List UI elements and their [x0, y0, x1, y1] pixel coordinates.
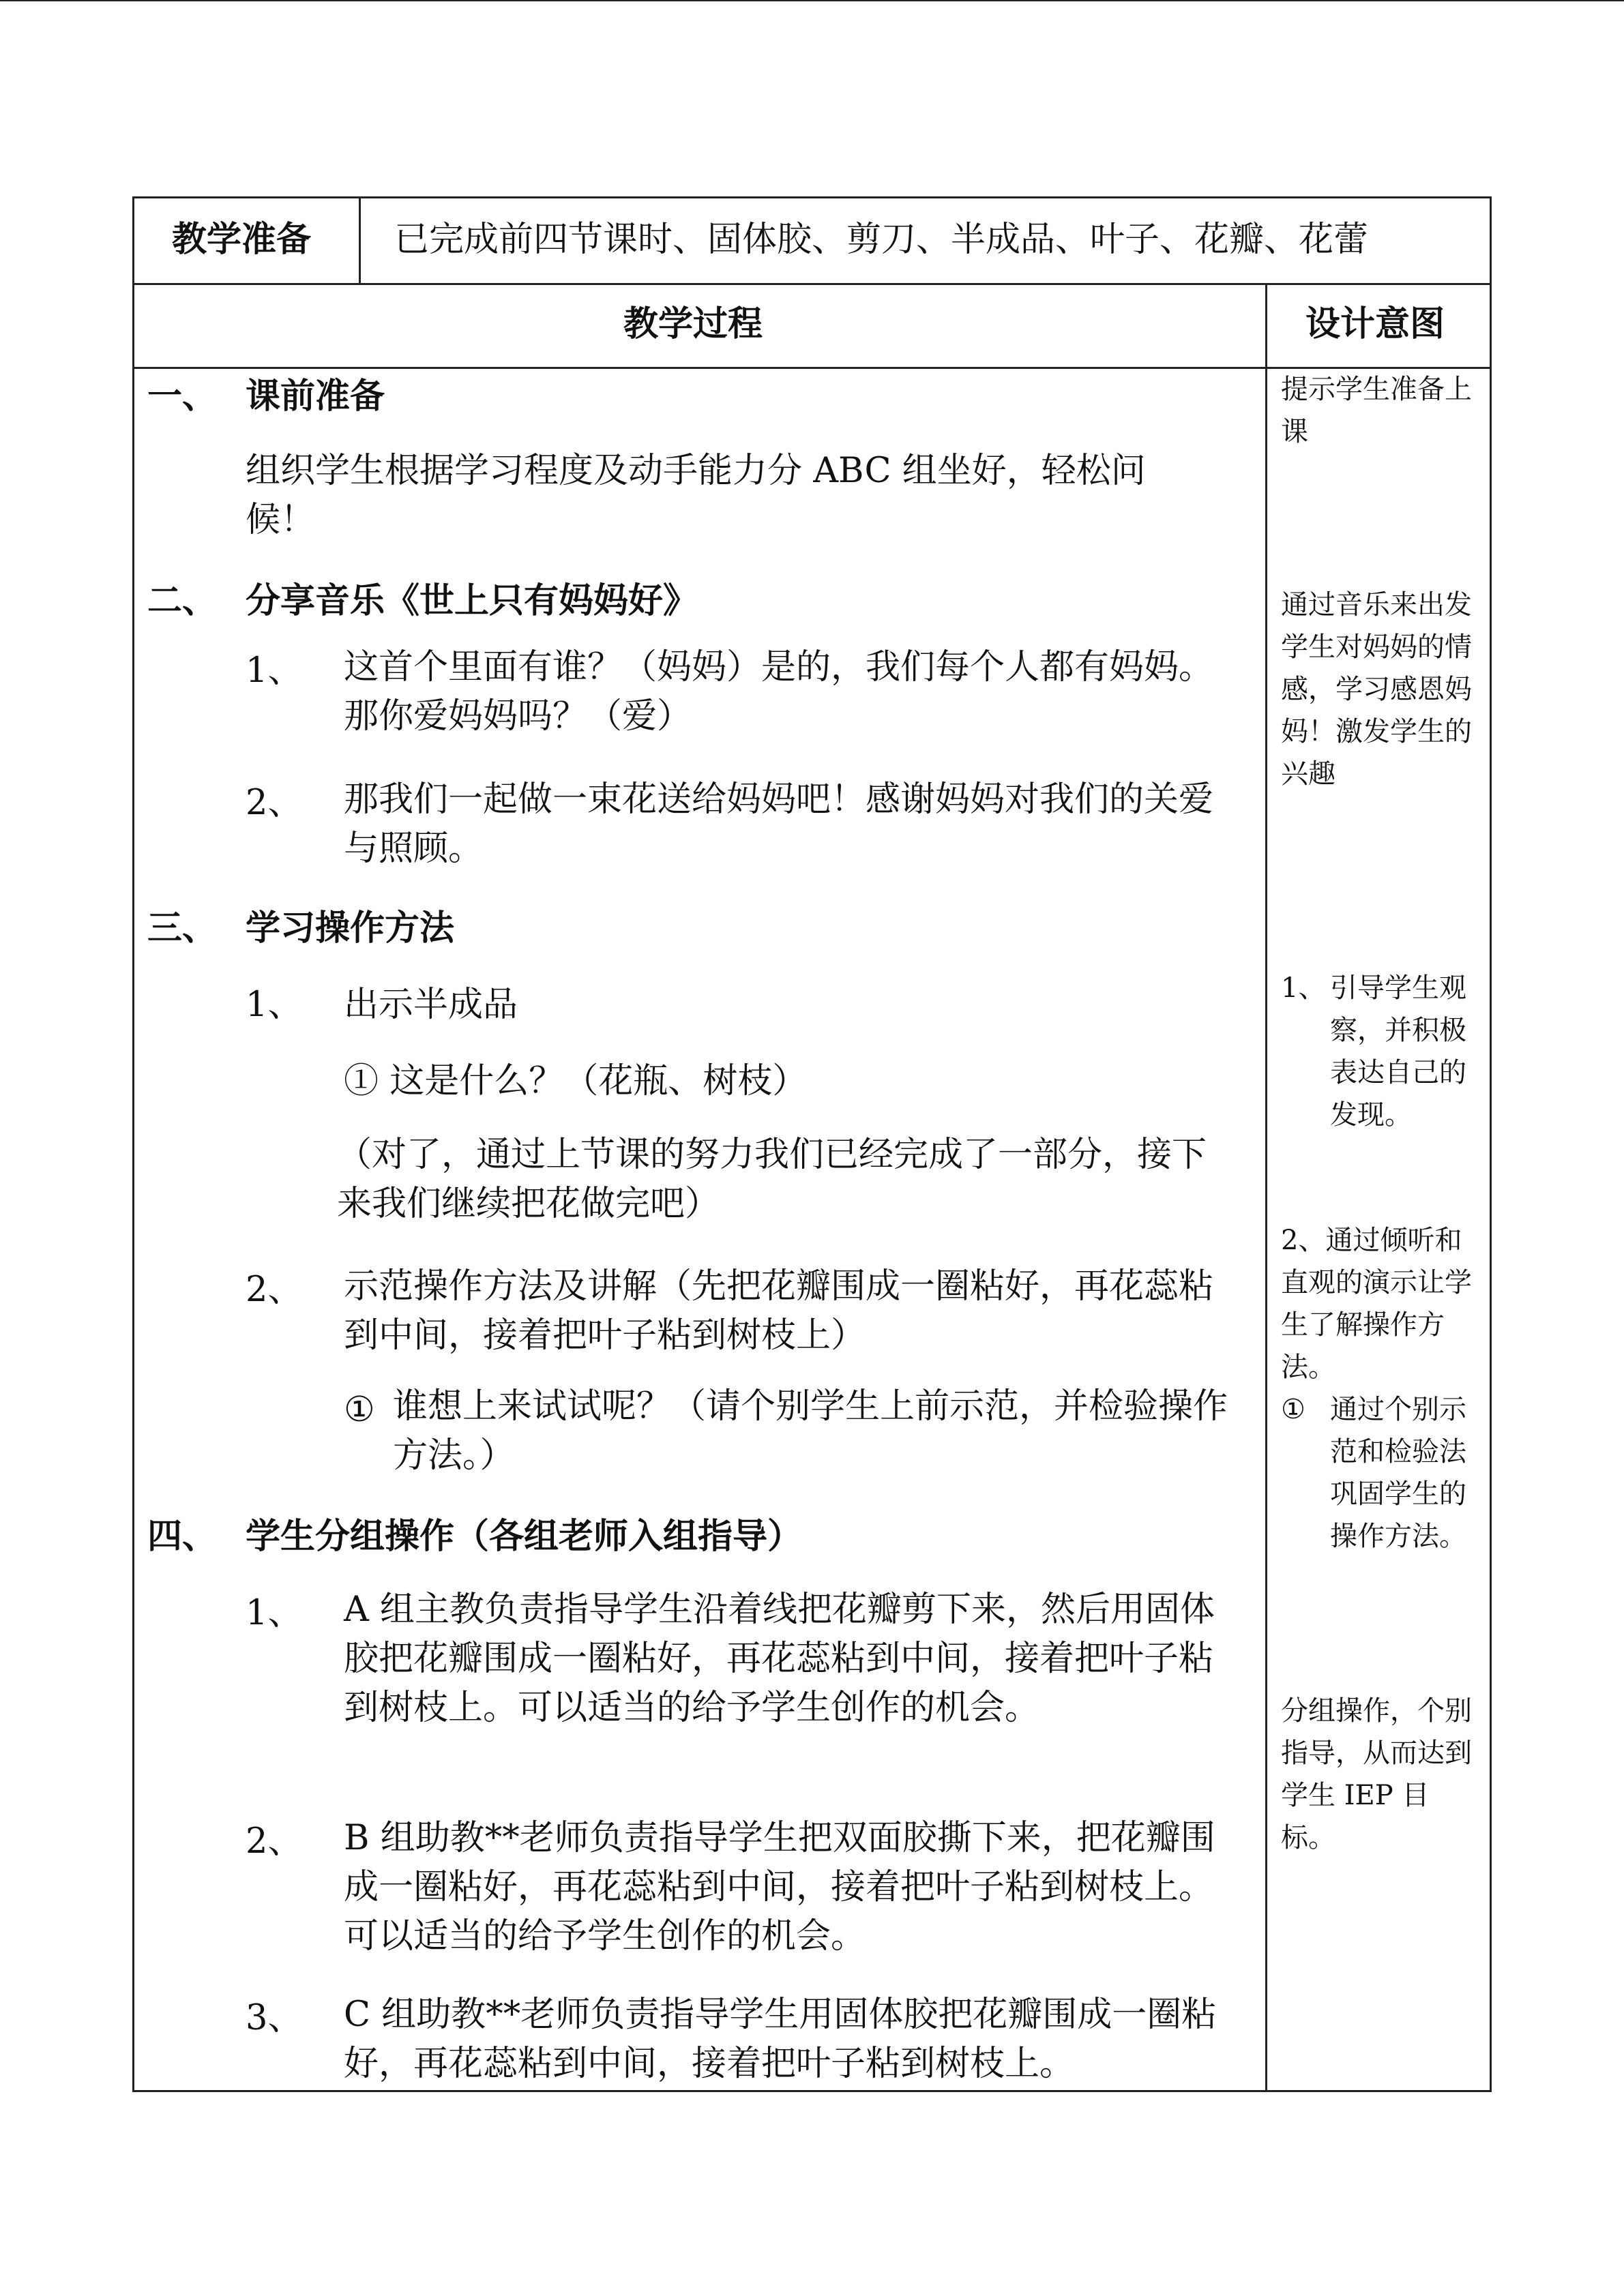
intent-5: 通过个别示范和检验法巩固学生的操作方法。 [1330, 1394, 1466, 1552]
intent-6: 分组操作，个别指导，从而达到学生 IEP 目标。 [1281, 1695, 1472, 1853]
table-bottom-border [132, 2090, 1492, 2092]
section-3-item-1-text: 出示半成品 [344, 985, 518, 1025]
section-2-number: 二、 [147, 581, 218, 621]
section-4-item-3-number: 3、 [246, 1998, 303, 2038]
intent-column-divider [1265, 283, 1267, 2092]
section-3-item-2-number: 2、 [246, 1270, 303, 1310]
section-3-number: 三、 [147, 908, 218, 949]
section-1-title: 课前准备 [246, 376, 385, 417]
lesson-plan-table [132, 196, 1492, 2092]
section-4-item-1-number: 1、 [246, 1593, 303, 1633]
table-top-border [132, 196, 1492, 198]
prep-column-divider [359, 196, 361, 283]
table-left-border [132, 196, 134, 2092]
section-4-number: 四、 [147, 1517, 218, 1557]
prep-label: 教学准备 [172, 220, 312, 260]
intent-3-number: 1、 [1281, 972, 1326, 1004]
section-1-body: 组织学生根据学习程度及动手能力分 ABC 组坐好，轻松问候！ [246, 451, 1146, 540]
row-divider-prep [132, 283, 1492, 285]
section-3-item-2-text: 示范操作方法及讲解（先把花瓣围成一圈粘好，再花蕊粘到中间，接着把叶子粘到树枝上） [344, 1266, 1214, 1356]
section-1-number: 一、 [147, 376, 218, 417]
page-top-border [0, 0, 1624, 1]
intent-5-mark: ① [1281, 1394, 1305, 1425]
table-right-border [1490, 196, 1492, 2092]
section-3-title: 学习操作方法 [246, 908, 455, 949]
section-2-item-1-text: 这首个里面有谁？（妈妈）是的，我们每个人都有妈妈。那你爱妈妈吗？（爱） [344, 647, 1214, 736]
section-2-item-1-number: 1、 [246, 651, 303, 691]
section-2-item-2-text: 那我们一起做一束花送给妈妈吧！感谢妈妈对我们的关爱与照顾。 [344, 779, 1214, 869]
section-4-item-1-text: A 组主教负责指导学生沿着线把花瓣剪下来，然后用固体胶把花瓣围成一圈粘好，再花蕊粘到中间，接着把叶子粘到树枝上。可以适当的给予学生创作的机会。 [344, 1590, 1215, 1728]
section-4-item-3-text: C 组助教**老师负责指导学生用固体胶把花瓣围成一圈粘好，再花蕊粘到中间，接着把叶子粘到树枝上。 [344, 1995, 1217, 2084]
intent-header: 设计意图 [1305, 304, 1445, 344]
section-4-item-2-text: B 组助教**老师负责指导学生把双面胶撕下来，把花瓣围成一圈粘好，再花蕊粘到中间，接着把叶子粘到树枝上。可以适当的给予学生创作的机会。 [344, 1818, 1215, 1956]
section-3-note: （对了，通过上节课的努力我们已经完成了一部分，接下来我们继续把花做完吧） [337, 1135, 1207, 1224]
section-3-sub-1: ① 这是什么？（花瓶、树枝） [344, 1061, 808, 1101]
section-4-item-2-number: 2、 [246, 1821, 303, 1862]
intent-3: 引导学生观察，并积极表达自己的发现。 [1330, 972, 1466, 1131]
prep-text: 已完成前四节课时、固体胶、剪刀、半成品、叶子、花瓣、花蕾 [394, 220, 1369, 260]
section-2-title: 分享音乐《世上只有妈妈好》 [246, 581, 698, 621]
section-4-title: 学生分组操作（各组老师入组指导） [246, 1517, 803, 1557]
intent-2: 通过音乐来出发学生对妈妈的情感，学习感恩妈妈！激发学生的兴趣 [1281, 589, 1472, 790]
section-3-sub-2-text: 谁想上来试试呢？（请个别学生上前示范，并检验操作方法。） [393, 1386, 1228, 1476]
intent-1: 提示学生准备上课 [1281, 374, 1472, 447]
process-header: 教学过程 [623, 304, 763, 344]
section-3-sub-2-mark: ① [344, 1390, 375, 1430]
section-3-item-1-number: 1、 [246, 985, 303, 1025]
intent-4: 2、通过倾听和直观的演示让学生了解操作方法。 [1281, 1225, 1472, 1383]
section-2-item-2-number: 2、 [246, 783, 303, 823]
